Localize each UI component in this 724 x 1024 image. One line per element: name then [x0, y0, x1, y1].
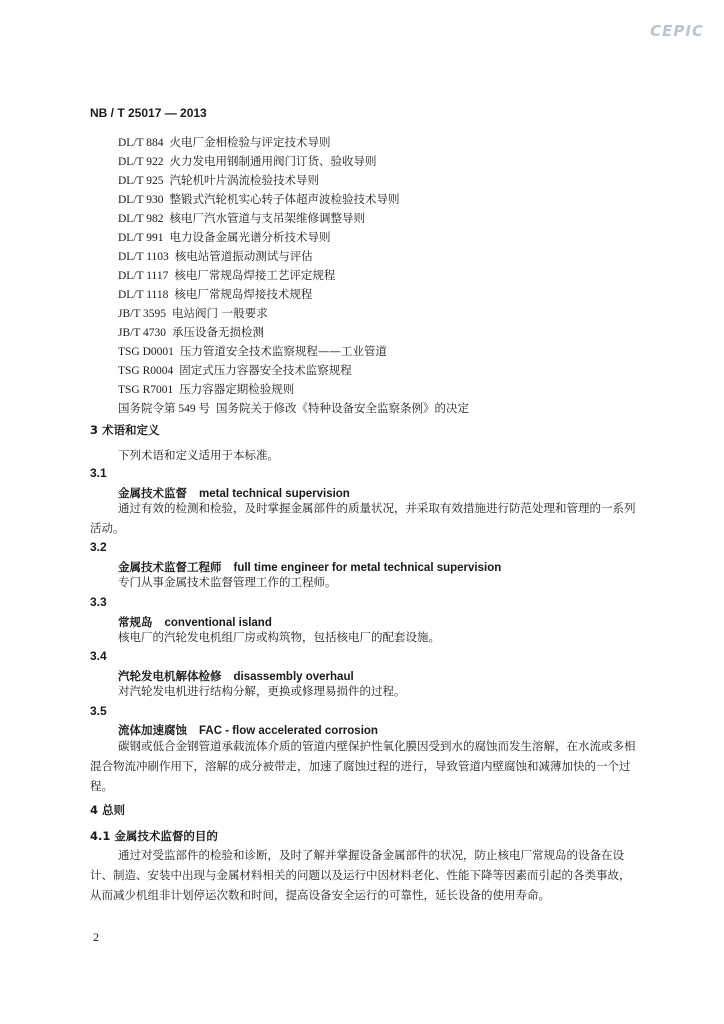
reference-title: 压力容器定期检验规则 — [179, 382, 295, 396]
term-english: full time engineer for metal technical supervision — [233, 562, 502, 574]
term-definition: 专门从事金属技术监督管理工作的工程师。 — [118, 575, 337, 589]
reference-item — [118, 285, 469, 304]
reference-title: 核电厂常规岛焊接技术规程 — [174, 287, 313, 301]
page-number: 2 — [93, 930, 99, 944]
term-english: FAC - flow accelerated corrosion — [199, 725, 378, 737]
reference-item — [118, 304, 469, 323]
reference-item — [118, 342, 469, 361]
reference-code: DL/T 1117 — [118, 270, 169, 282]
reference-item — [118, 323, 469, 342]
term-number: 3.2 — [90, 540, 107, 554]
reference-item — [118, 399, 469, 418]
term-definition: 碳钢或低合金钢管道承载流体介质的管道内壁保护性氧化膜因受到水的腐蚀而发生溶解，在水流或多相混合物流冲刷作用下，溶解的成分被带走，加速了腐蚀过程的进行，导致管道内壁腐蚀和减薄加快的一个过程。 — [90, 739, 636, 793]
reference-title: 国务院关于修改《特种设备安全监察条例》的决定 — [216, 401, 469, 415]
reference-code: TSG D0001 — [118, 346, 174, 358]
section-heading: 4 总则 — [90, 803, 126, 817]
reference-code: JB/T 3595 — [118, 308, 167, 320]
reference-item — [118, 171, 469, 190]
reference-item — [118, 266, 469, 285]
section-heading: 3 术语和定义 — [90, 423, 160, 437]
term-definition: 对汽轮发电机进行结构分解，更换或修理易损件的过程。 — [118, 684, 406, 698]
reference-title: 核电厂常规岛焊接工艺评定规程 — [174, 268, 336, 282]
reference-title: 电站阀门 一般要求 — [172, 306, 268, 320]
standard-number-header: NB / T 25017 — 2013 — [90, 106, 207, 120]
term-number: 3.1 — [90, 466, 107, 480]
reference-code: TSG R0004 — [118, 365, 174, 377]
term-definition: 核电厂的汽轮发电机组厂房或构筑物，包括核电厂的配套设施。 — [118, 630, 440, 644]
subsection-paragraph: 通过对受监部件的检验和诊断，及时了解并掌握设备金属部件的状况，防止核电厂常规岛的设备在设计、制造、安装中出现与金属材料相关的问题以及运行中因材料老化、性能下降等因素而引起的各类事故，从而减少机组非计划停运次数和时间，提高设备安全运行的可靠性，延长设备的使用寿命。 — [90, 848, 631, 902]
reference-item — [118, 228, 469, 247]
reference-code: DL/T 922 — [118, 156, 164, 168]
subsection-heading: 4.1 金属技术监督的目的 — [90, 829, 218, 843]
reference-code: DL/T 884 — [118, 137, 164, 149]
term-number: 3.5 — [90, 704, 107, 718]
reference-title: 核电厂汽水管道与支吊架维修调整导则 — [169, 211, 365, 225]
reference-item — [118, 209, 469, 228]
reference-item — [118, 152, 469, 171]
reference-item — [118, 380, 469, 399]
term-chinese: 常规岛 — [118, 615, 153, 629]
reference-item — [118, 133, 469, 152]
reference-title: 整锻式汽轮机实心转子体超声波检验技术导则 — [169, 192, 400, 206]
term-chinese: 汽轮发电机解体检修 — [118, 669, 222, 683]
reference-code: DL/T 1103 — [118, 251, 169, 263]
reference-title: 压力管道安全技术监察规程——工业管道 — [179, 344, 387, 358]
reference-item — [118, 190, 469, 209]
term-number: 3.4 — [90, 649, 107, 663]
term-english: disassembly overhaul — [233, 671, 354, 683]
normative-references-list — [118, 133, 469, 418]
reference-code: DL/T 1118 — [118, 289, 169, 301]
reference-title: 核电站管道振动测试与评估 — [174, 249, 313, 263]
reference-title: 承压设备无损检测 — [172, 325, 265, 339]
term-chinese: 金属技术监督工程师 — [118, 560, 222, 574]
reference-title: 电力设备金属光谱分析技术导则 — [169, 230, 331, 244]
reference-code: DL/T 991 — [118, 232, 164, 244]
reference-code: 国务院令第 549 号 — [118, 403, 210, 415]
reference-title: 火电厂金相检验与评定技术导则 — [169, 135, 331, 149]
term-english: conventional island — [164, 617, 272, 629]
reference-code: JB/T 4730 — [118, 327, 167, 339]
term-definition: 通过有效的检测和检验，及时掌握金属部件的质量状况，并采取有效措施进行防范处理和管理的一系列活动。 — [90, 501, 636, 535]
reference-code: TSG R7001 — [118, 384, 174, 396]
term-chinese: 流体加速腐蚀 — [118, 723, 187, 737]
section-intro: 下列术语和定义适用于本标准。 — [118, 448, 279, 462]
reference-code: DL/T 930 — [118, 194, 164, 206]
reference-code: DL/T 982 — [118, 213, 164, 225]
reference-code: DL/T 925 — [118, 175, 164, 187]
publisher-logo: CEPIC — [650, 22, 704, 40]
reference-item — [118, 361, 469, 380]
reference-item — [118, 247, 469, 266]
term-english: metal technical supervision — [199, 488, 350, 500]
reference-title: 汽轮机叶片涡流检验技术导则 — [169, 173, 319, 187]
reference-title: 火力发电用钢制通用阀门订货、验收导则 — [169, 154, 377, 168]
term-number: 3.3 — [90, 595, 107, 609]
term-chinese: 金属技术监督 — [118, 486, 187, 500]
reference-title: 固定式压力容器安全技术监察规程 — [179, 363, 352, 377]
